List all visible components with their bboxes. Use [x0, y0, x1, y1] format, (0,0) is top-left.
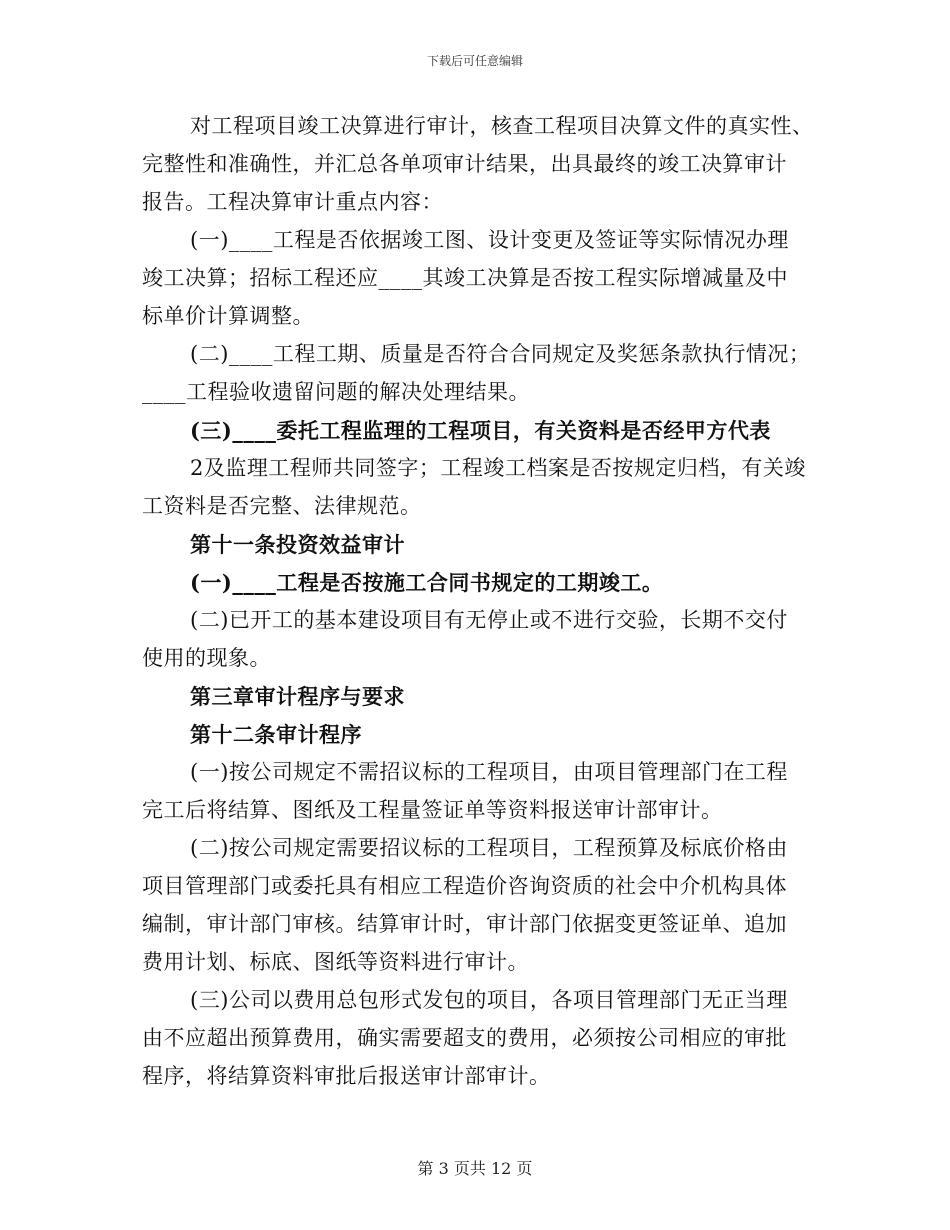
text-line: 使用的现象。 [142, 646, 271, 670]
section-heading: 第十一条投资效益审计 [190, 532, 405, 557]
text-line: 完工后将结算、图纸及工程量签证单等资料报送审计部审计。 [142, 798, 723, 822]
text-line: 对工程项目竣工决算进行审计，核查工程项目决算文件的真实性、 [190, 114, 814, 138]
text-line: 标单价计算调整。 [142, 304, 314, 328]
text-line: 项目管理部门或委托具有相应工程造价咨询资质的社会中介机构具体 [142, 874, 787, 898]
text-line: 报告。工程决算审计重点内容： [142, 190, 443, 214]
text-line: 2及监理工程师共同签字；工程竣工档案是否按规定归档，有关竣 [190, 456, 806, 480]
text-line: (二)按公司规定需要招议标的工程项目，工程预算及标底价格由 [190, 836, 788, 860]
text-line: 完整性和准确性，并汇总各单项审计结果，出具最终的竣工决算审计 [142, 152, 787, 176]
text-line: 程序，将结算资料审批后报送审计部审计。 [142, 1064, 551, 1088]
page-footer: 第 3 页共 12 页 [417, 1159, 533, 1178]
text-line: 由不应超出预算费用，确实需要超支的费用，必须按公司相应的审批 [142, 1026, 787, 1050]
text-line: 竣工决算；招标工程还应____其竣工决算是否按工程实际增减量及中 [142, 266, 788, 290]
text-line: (三)公司以费用总包形式发包的项目，各项目管理部门无正当理 [190, 988, 788, 1012]
section-heading: 第十二条审计程序 [190, 722, 362, 747]
text-line: (二)已开工的基本建设项目有无停止或不进行交验，长期不交付 [190, 608, 788, 632]
text-line: 工资料是否完整、法律规范。 [142, 494, 422, 518]
text-line: 编制，审计部门审核。结算审计时，审计部门依据变更签证单、追加 [142, 912, 787, 936]
text-line: (三)____委托工程监理的工程项目，有关资料是否经甲方代表 [190, 418, 771, 443]
page-header: 下载后可任意编辑 [426, 54, 523, 68]
text-line: 费用计划、标底、图纸等资料进行审计。 [142, 950, 529, 974]
text-line: (一)按公司规定不需招议标的工程项目，由项目管理部门在工程 [190, 760, 788, 784]
chapter-heading: 第三章审计程序与要求 [190, 684, 405, 709]
text-line: (一)____工程是否依据竣工图、设计变更及签证等实际情况办理 [190, 228, 789, 252]
text-line: (二)____工程工期、质量是否符合合同规定及奖惩条款执行情况； [190, 342, 811, 366]
text-line: (一)____工程是否按施工合同书规定的工期竣工。 [190, 570, 664, 595]
text-line: ____工程验收遗留问题的解决处理结果。 [142, 380, 530, 404]
